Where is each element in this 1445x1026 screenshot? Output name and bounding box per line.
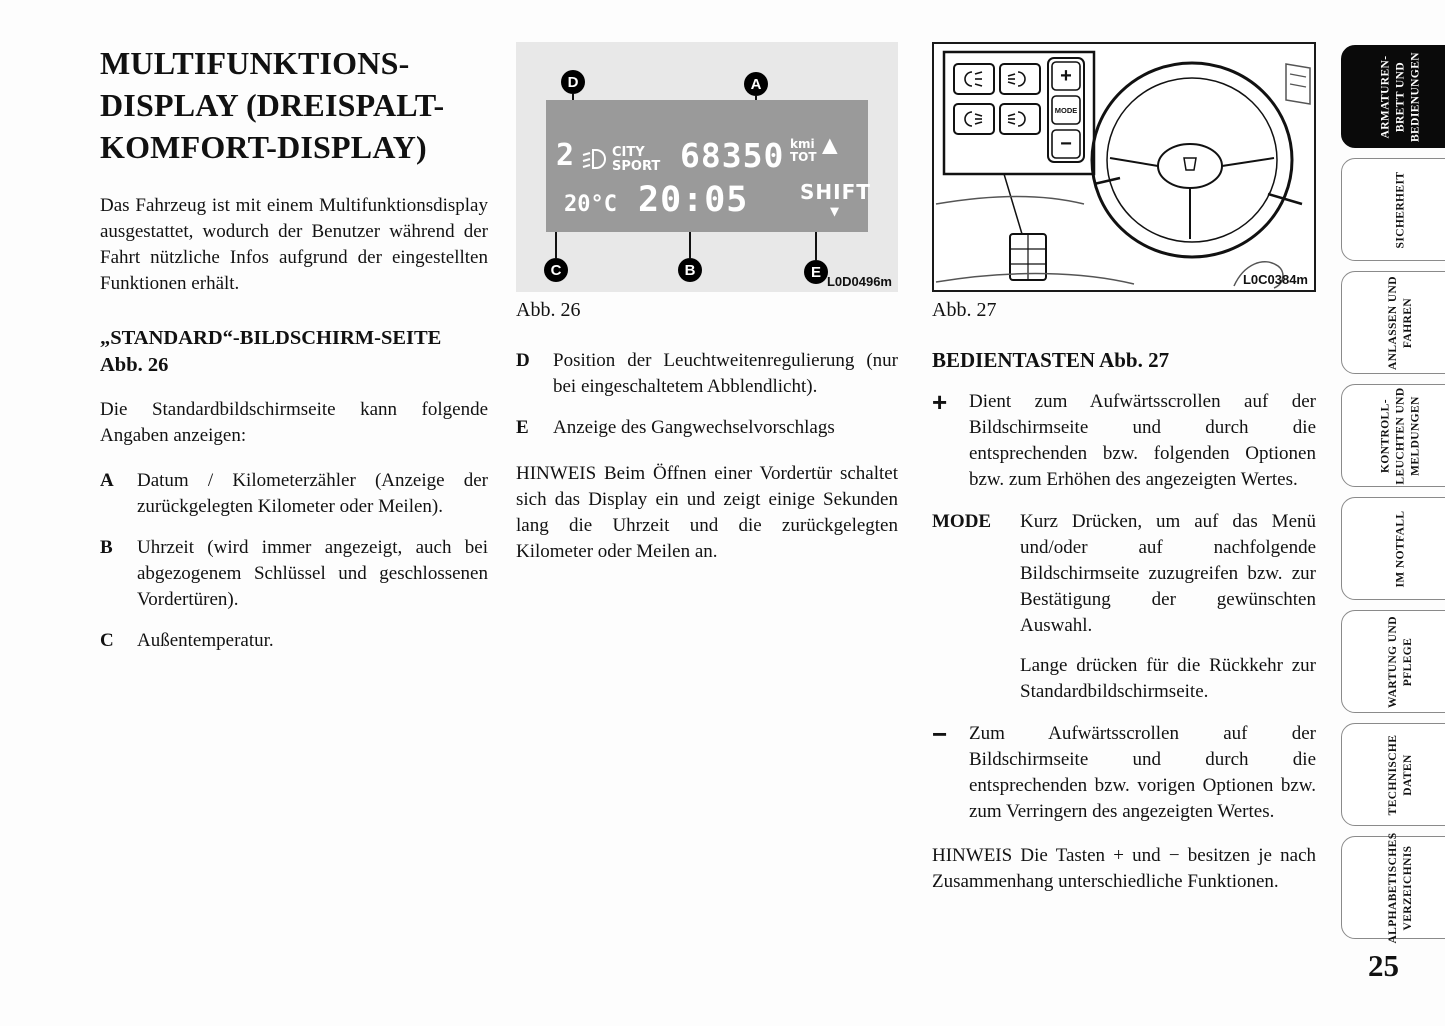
list-item-c-text: Außentemperatur. [137, 629, 274, 651]
figure-abb27-caption: Abb. 27 [932, 299, 997, 321]
minus-button-label: − [932, 719, 948, 750]
list-item-e-text: Anzeige des Gangwechselvorschlags [553, 417, 835, 439]
tab-im-notfall[interactable]: IM NOTFALL [1341, 497, 1445, 600]
odometer-units [790, 138, 817, 164]
list-item-e-label: E [516, 417, 529, 439]
list-item-a [100, 468, 488, 520]
note-front-door: HINWEIS Beim Öffnen einer Vordertür schaltet sich das Display ein und zeigt einige Sekunden lang die Uhrzeit und die zurückgelegten Kilometer oder Meilen an. [516, 463, 898, 563]
gear-indicator: 2 [556, 138, 575, 173]
section-intro: Die Standardbildschirmseite kann folgende Angaben anzeigen: [100, 398, 488, 446]
plus-button-item [932, 389, 1316, 493]
callout-d: D [561, 70, 585, 94]
clock-time: 20:05 [638, 180, 749, 220]
list-item-c [100, 628, 488, 654]
figure-abb26 [516, 42, 898, 292]
drive-mode-city: CITY [612, 145, 645, 160]
odometer-value: 68350 [680, 136, 785, 175]
mode-button-item [932, 509, 1316, 705]
list-item-a-label: A [100, 469, 114, 491]
figure-code-label: L0D0496m [826, 274, 892, 289]
list-item-b-text: Uhrzeit (wird immer angezeigt, auch bei abgezogenem Schlüssel und geschlossenen Vordertüren). [137, 536, 488, 610]
mode-button-text-long-press: Lange drücken für die Rückkehr zur Standardbildschirmseite. [1020, 655, 1316, 703]
page-title: MULTIFUNKTIONS-DISPLAY (DREISPALT-KOMFORT-DISPLAY) [100, 45, 445, 166]
mode-button-label: MODE [932, 511, 992, 533]
chapter-tab-bar [1335, 0, 1445, 1026]
tab-sicherheit[interactable]: SICHERHEIT [1341, 158, 1445, 261]
callout-e: E [804, 260, 828, 284]
tab-kontrollleuchten-und-meldungen[interactable]: KONTROLL-LEUCHTEN UND MELDUNGEN [1341, 384, 1445, 487]
figure-abb27 [932, 42, 1316, 292]
shift-down-arrow-icon: ▼ [830, 202, 840, 220]
svg-text:−: − [1060, 133, 1072, 155]
callout-c: C [544, 258, 568, 282]
note-buttons-functions: HINWEIS Die Tasten + und − besitzen je nach Zusammenhang unterschiedliche Funktionen. [932, 845, 1316, 893]
tab-anlassen-und-fahren[interactable]: ANLASSEN UND FAHREN [1341, 271, 1445, 374]
outside-temperature: 20°C [564, 192, 617, 217]
right-column [932, 42, 1316, 914]
plus-button-text: Dient zum Aufwärtsscrollen auf der Bildschirmseite und durch die entsprechenden bzw. folgenden Optionen bzw. zum Erhöhen des angezeigten Wertes. [969, 391, 1316, 491]
steering-wheel-badge [1184, 158, 1196, 170]
middle-column [516, 42, 898, 584]
minus-button-item [932, 721, 1316, 825]
intro-paragraph: Das Fahrzeug ist mit einem Multifunktionsdisplay ausgestattet, wodurch der Benutzer während der Fahrt nützliche Infos aufgrund der eingestellten Funktionen erhält. [100, 194, 488, 294]
list-item-e [516, 415, 898, 441]
list-item-d-label: D [516, 350, 530, 371]
shift-indicator: SHIFT [800, 180, 871, 204]
page-number: 25 [1368, 948, 1399, 983]
list-item-a-text: Datum / Kilometerzähler (Anzeige der zurückgelegten Kilometer oder Meilen). [137, 469, 488, 517]
section-heading-bedientasten: BEDIENTASTEN Abb. 27 [932, 348, 1170, 372]
svg-text:MODE: MODE [1054, 106, 1078, 115]
figure-code-label: L0C0384m [1242, 272, 1308, 287]
list-item-d [516, 348, 898, 400]
section-heading-standard-screen: „STANDARD“-BILDSCHIRM-SEITE Abb. 26 [100, 326, 442, 376]
svg-text:+: + [1060, 65, 1072, 87]
mode-button-text-short-press: Kurz Drücken, um auf das Menü und/oder auf nachfolgende Bildschirmseite zuzugreifen bzw. zur Bestätigung der gewünschten Auswahl. [1020, 511, 1316, 637]
multifunction-display [546, 100, 871, 232]
minus-button-text: Zum Aufwärtsscrollen auf der Bildschirmseite und durch die entsprechenden bzw. vorigen Optionen bzw. zum Verringern des angezeigten Wertes. [969, 723, 1316, 823]
list-item-b-label: B [100, 536, 113, 558]
drive-mode-label [612, 146, 660, 174]
list-item-d-text: Position der Leuchtweitenregulierung (nur bei eingeschaltetem Abblendlicht). [553, 350, 898, 398]
callout-a: A [744, 72, 768, 96]
shift-up-arrow-icon: ▲ [822, 130, 838, 160]
callout-b: B [678, 258, 702, 282]
tab-armaturenbrett-und-bedienungen[interactable]: ARMATUREN-BRETT UND BEDIENUNGEN [1341, 45, 1445, 148]
list-item-c-label: C [100, 629, 114, 651]
odometer-unit-tot: TOT [790, 150, 817, 164]
list-item-b [100, 535, 488, 613]
steering-wheel-illustration [934, 44, 1313, 289]
low-beam-headlight-icon [582, 148, 608, 170]
tab-technische-daten[interactable]: TECHNISCHE DATEN [1341, 723, 1445, 826]
plus-button-label: + [932, 387, 948, 417]
tab-alphabetisches-verzeichnis[interactable]: ALPHABETISCHES VERZEICHNIS [1341, 836, 1445, 939]
left-column [100, 42, 488, 654]
drive-mode-sport: SPORT [612, 159, 661, 174]
odometer-unit-kmi: kmi [790, 137, 815, 151]
figure-abb26-caption: Abb. 26 [516, 299, 581, 321]
tab-wartung-und-pflege[interactable]: WARTUNG UND PFLEGE [1341, 610, 1445, 713]
